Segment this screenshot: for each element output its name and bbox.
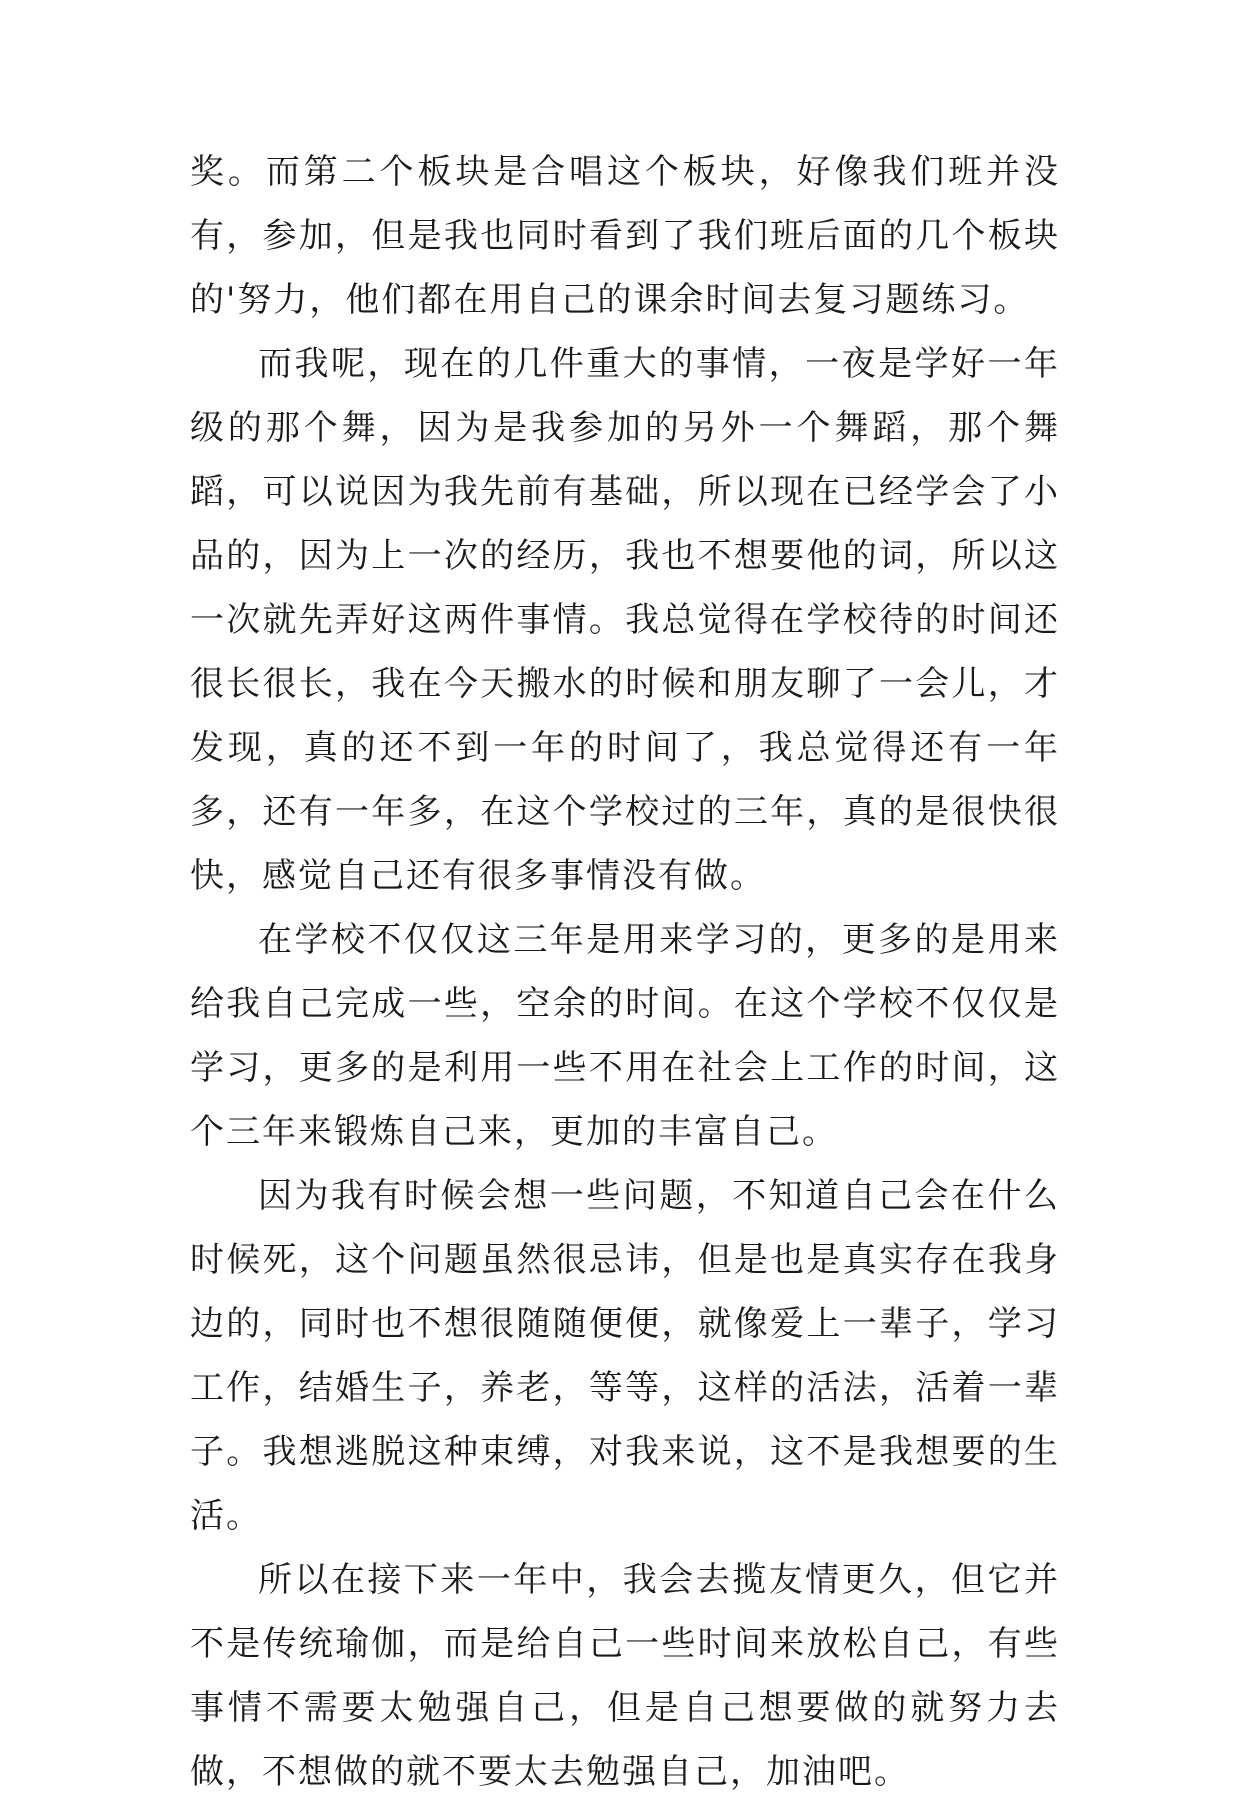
paragraph-2: 而我呢，现在的几件重大的事情，一夜是学好一年级的那个舞，因为是我参加的另外一个舞蹈，那个舞蹈，可以说因为我先前有基础，所以现在已经学会了小品的，因为上一次的经历，我也不想要他的词，所以这一次就先弄好这两件事情。我总觉得在学校待的时间还很长很长，我在今天搬水的时候和朋友聊了一会儿，才发现，真的还不到一年的时间了，我总觉得还有一年多，还有一年多，在这个学校过的三年，真的是很快很快，感觉自己还有很多事情没有做。 [190,344,1060,896]
paragraph-3: 在学校不仅仅这三年是用来学习的，更多的是用来给我自己完成一些，空余的时间。在这个学校不仅仅是学习，更多的是利用一些不用在社会上工作的时间，这个三年来锻炼自己来，更加的丰富自己。 [190,920,1060,1152]
document-body [190,140,1060,1804]
paragraph-5: 所以在接下来一年中，我会去揽友情更久，但它并不是传统瑜伽，而是给自己一些时间来放松自己，有些事情不需要太勉强自己，但是自己想要做的就努力去做，不想做的就不要太去勉强自己，加油吧。 [190,1560,1060,1792]
paragraph-1: 奖。而第二个板块是合唱这个板块，好像我们班并没有，参加，但是我也同时看到了我们班后面的几个板块的'努力，他们都在用自己的课余时间去复习题练习。 [190,152,1060,320]
paragraph-4: 因为我有时候会想一些问题，不知道自己会在什么时候死，这个问题虽然很忌讳，但是也是真实存在我身边的，同时也不想很随随便便，就像爱上一辈子，学习工作，结婚生子，养老，等等，这样的活法，活着一辈子。我想逃脱这种束缚，对我来说，这不是我想要的生活。 [190,1176,1060,1536]
